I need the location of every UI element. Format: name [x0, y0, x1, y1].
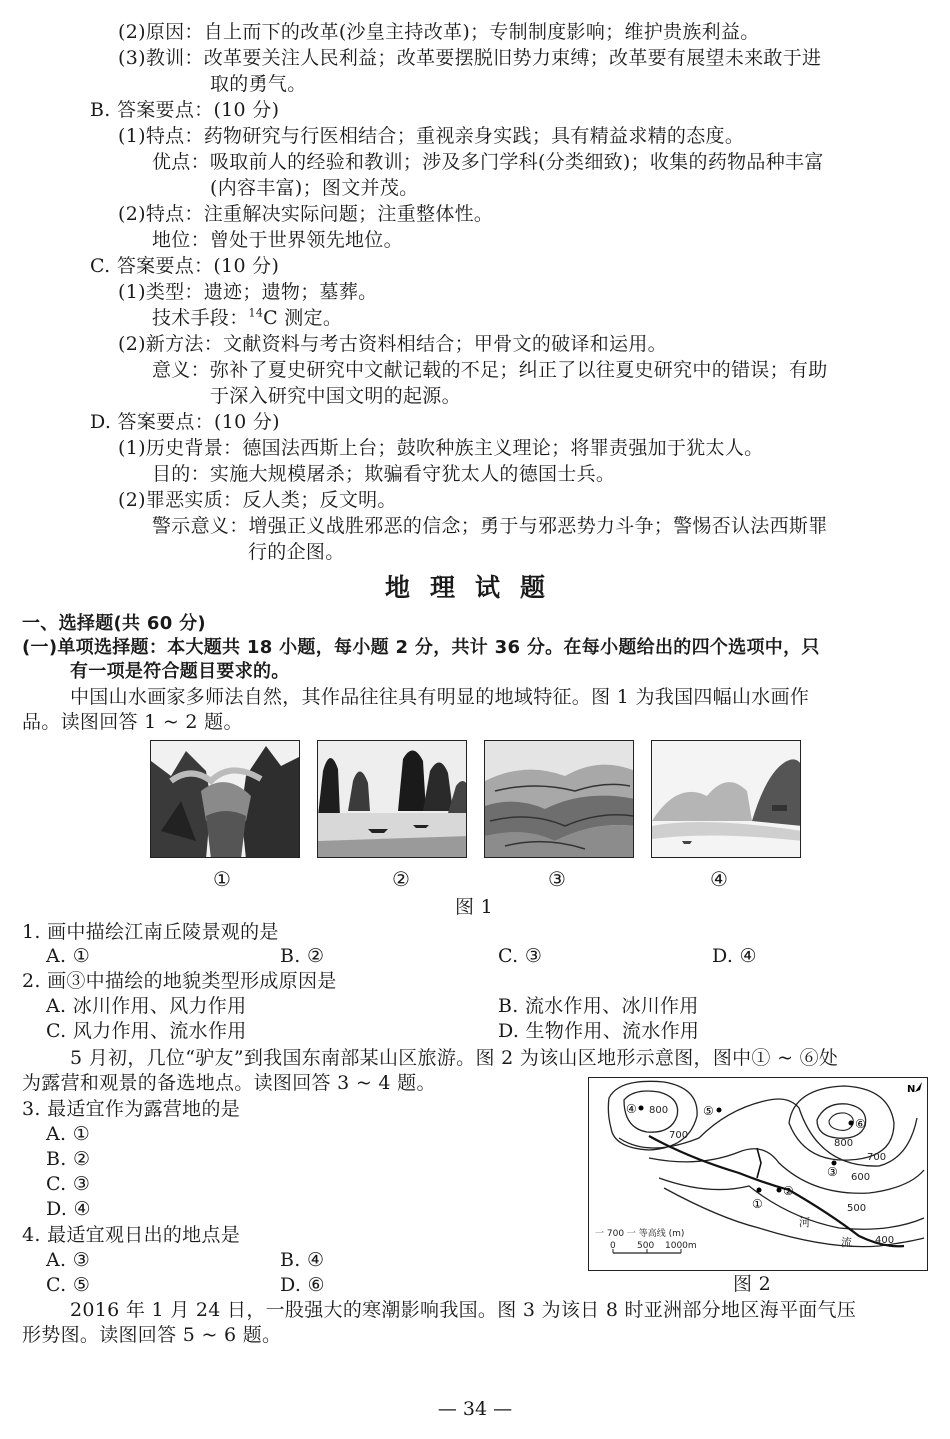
- answer-c2-line2: 意义：弥补了夏史研究中文献记载的不足；纠正了以往夏史研究中的错误；有助: [152, 359, 828, 381]
- intro3-line1: 2016 年 1 月 24 日，一股强大的寒潮影响我国。图 3 为该日 8 时亚洲部分地区海平面气压: [70, 1299, 857, 1321]
- label-ne-800: 800: [834, 1138, 854, 1149]
- q4-stem: 4. 最适宜观日出的地点是: [22, 1224, 241, 1246]
- subpart-heading-line2: 有一项是符合题目要求的。: [70, 661, 290, 682]
- contour-map: [588, 1077, 928, 1271]
- label-nw-800: 800: [649, 1105, 669, 1116]
- intro3-line2: 形势图。读图回答 5 ~ 6 题。: [22, 1324, 282, 1346]
- q1-option-d[interactable]: D. ④: [712, 945, 757, 967]
- fig2-caption: 图 2: [733, 1273, 772, 1295]
- answer-d2-line3: 行的企图。: [248, 541, 345, 563]
- label-400: 400: [875, 1235, 895, 1246]
- point-4: ④: [626, 1102, 637, 1116]
- label-ne-700: 700: [867, 1152, 887, 1163]
- q2-option-b[interactable]: B. 流水作用、冰川作用: [498, 995, 699, 1017]
- point-2: ②: [783, 1184, 794, 1198]
- answer-c-heading: C. 答案要点：(10 分): [90, 255, 280, 277]
- answer-d2-line1: (2)罪恶实质：反人类；反文明。: [118, 489, 397, 511]
- answer-c1-line2: 技术手段：$^{14}$C 测定。: [152, 306, 343, 329]
- answer-b1-line1: (1)特点：药物研究与行医相结合；重视亲身实践；具有精益求精的态度。: [118, 125, 745, 147]
- intro1-line2: 品。读图回答 1 ~ 2 题。: [22, 711, 243, 733]
- river-branch: [757, 1148, 761, 1178]
- q3-option-c[interactable]: C. ③: [46, 1173, 91, 1195]
- fig1-caption: 图 1: [455, 896, 494, 918]
- answer-b-heading: B. 答案要点：(10 分): [90, 99, 280, 121]
- intro2-line2: 为露营和观景的备选地点。读图回答 3 ~ 4 题。: [22, 1072, 436, 1094]
- painting-3: [484, 740, 634, 858]
- answer-b1-line3: (内容丰富)；图文并茂。: [210, 177, 419, 199]
- q3-option-b[interactable]: B. ②: [46, 1148, 91, 1170]
- answer-d2-line2: 警示意义：增强正义战胜邪恶的信念；勇于与邪恶势力斗争；警惕否认法西斯罪: [152, 515, 828, 537]
- answer-d-heading: D. 答案要点：(10 分): [90, 411, 280, 433]
- q2-option-a[interactable]: A. 冰川作用、风力作用: [46, 995, 247, 1017]
- north-label: N: [907, 1084, 916, 1095]
- painting-4: [651, 740, 801, 858]
- q4-option-b[interactable]: B. ④: [280, 1249, 325, 1271]
- label-river-1: 河: [799, 1216, 810, 1229]
- point-5: ⑤: [703, 1104, 714, 1118]
- answer-c1-line1: (1)类型：遗迹；遗物；墓葬。: [118, 281, 378, 303]
- label-nw-700: 700: [669, 1130, 689, 1141]
- scale-0: 0: [610, 1241, 616, 1251]
- q1-option-c[interactable]: C. ③: [498, 945, 543, 967]
- q4-option-d[interactable]: D. ⑥: [280, 1274, 325, 1296]
- answer-a3-line2: 取的勇气。: [210, 73, 307, 95]
- q3-stem: 3. 最适宜作为露营地的是: [22, 1098, 241, 1120]
- q2-option-c[interactable]: C. 风力作用、流水作用: [46, 1020, 247, 1042]
- answer-c2-line1: (2)新方法：文献资料与考古资料相结合；甲骨文的破译和运用。: [118, 333, 667, 355]
- q4-option-c[interactable]: C. ⑤: [46, 1274, 91, 1296]
- intro1-line1: 中国山水画家多师法自然，其作品往往具有明显的地域特征。图 1 为我国四幅山水画作: [70, 686, 810, 708]
- q4-option-a[interactable]: A. ③: [46, 1249, 91, 1271]
- label-500: 500: [847, 1203, 867, 1214]
- scale-500: 500: [637, 1241, 655, 1251]
- section-title: 地理试题: [384, 573, 565, 602]
- point-1: ①: [752, 1197, 763, 1211]
- label-river-2: 流: [841, 1236, 852, 1249]
- intro2-line1: 5 月初，几位“驴友”到我国东南部某山区旅游。图 2 为该山区地形示意图，图中① ~ ⑥处: [70, 1047, 839, 1069]
- point-3: ③: [827, 1165, 838, 1179]
- answer-a2: (2)原因：自上而下的改革(沙皇主持改革)；专制制度影响；维护贵族利益。: [118, 21, 760, 43]
- q1-stem: 1. 画中描绘江南丘陵景观的是: [22, 921, 279, 943]
- q3-option-d[interactable]: D. ④: [46, 1198, 91, 1220]
- answer-d1-line2: 目的：实施大规模屠杀；欺骗看守犹太人的德国士兵。: [152, 463, 616, 485]
- scale-1000: 1000m: [665, 1241, 697, 1251]
- answer-d1-line1: (1)历史背景：德国法西斯上台；鼓吹种族主义理论；将罪责强加于犹太人。: [118, 437, 764, 459]
- q3-option-a[interactable]: A. ①: [46, 1123, 91, 1145]
- part-heading: 一、选择题(共 60 分): [22, 613, 206, 634]
- q1-option-b[interactable]: B. ②: [280, 945, 325, 967]
- q1-option-a[interactable]: A. ①: [46, 945, 91, 967]
- answer-c2-line3: 于深入研究中国文明的起源。: [210, 385, 461, 407]
- north-arrow-icon: [915, 1082, 922, 1092]
- answer-b1-line2: 优点：吸取前人的经验和教训；涉及多门学科(分类细致)；收集的药物品种丰富: [152, 151, 824, 173]
- page-number: — 34 —: [437, 1398, 513, 1420]
- fig1-label-4: ④: [710, 867, 728, 891]
- legend-contour: 一 700 一 等高线 (m): [595, 1229, 685, 1239]
- fig1-label-2: ②: [392, 867, 410, 891]
- label-600: 600: [851, 1172, 871, 1183]
- q2-stem: 2. 画③中描绘的地貌类型形成原因是: [22, 970, 337, 992]
- point-6: ⑥: [855, 1117, 866, 1131]
- answer-b2-line2: 地位：曾处于世界领先地位。: [152, 229, 403, 251]
- answer-b2-line1: (2)特点：注重解决实际问题；注重整体性。: [118, 203, 494, 225]
- q2-option-d[interactable]: D. 生物作用、流水作用: [498, 1020, 700, 1042]
- painting-2: [317, 740, 467, 858]
- answer-a3-line1: (3)教训：改革要关注人民利益；改革要摆脱旧势力束缚；改革要有展望未来敢于进: [118, 47, 822, 69]
- fig1-label-3: ③: [548, 867, 566, 891]
- subpart-heading-line1: (一)单项选择题：本大题共 18 小题，每小题 2 分，共计 36 分。在每小题给出的四个选项中，只: [22, 637, 820, 658]
- painting-1: [150, 740, 300, 858]
- fig1-label-1: ①: [213, 867, 231, 891]
